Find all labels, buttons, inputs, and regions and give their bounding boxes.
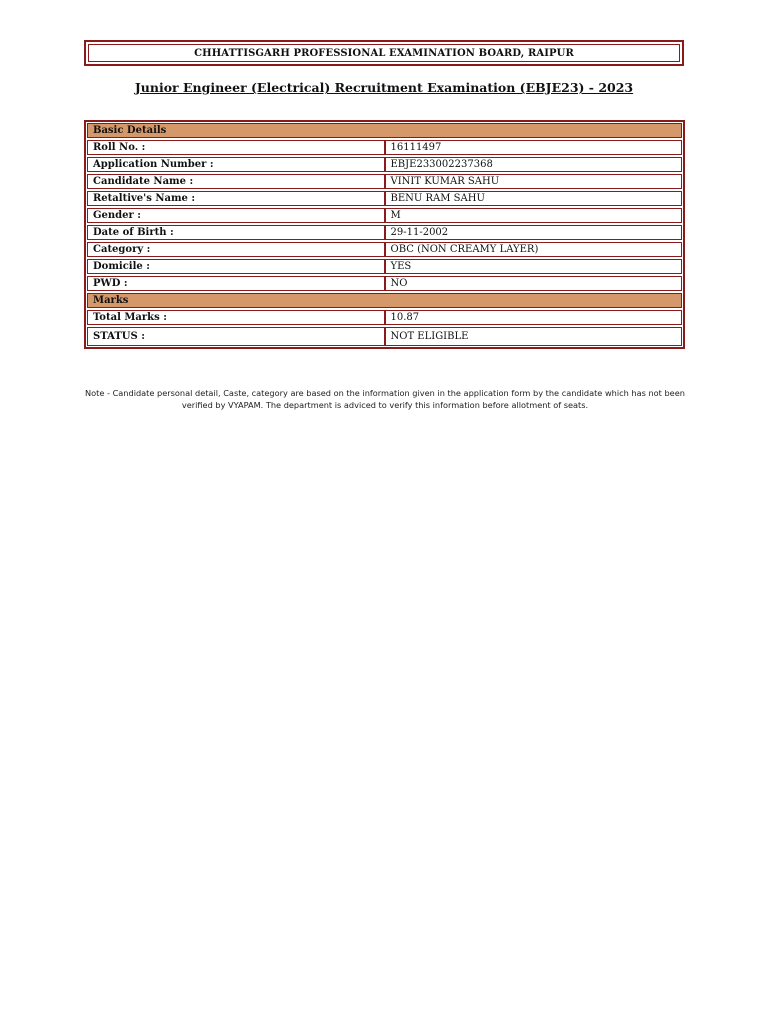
board-name: CHHATTISGARH PROFESSIONAL EXAMINATION BOARD, RAIPUR [88, 44, 680, 62]
table-row [87, 140, 682, 155]
domicile-label: Domicile : [87, 259, 385, 274]
relative-name-label: Retaltive's Name : [87, 191, 385, 206]
roll-no-value: 16111497 [385, 140, 683, 155]
gender-label: Gender : [87, 208, 385, 223]
board-header-box [84, 40, 684, 66]
table-row [87, 157, 682, 172]
date-of-birth-value: 29-11-2002 [385, 225, 683, 240]
table-row [87, 310, 682, 325]
table-row [87, 174, 682, 189]
relative-name-value: BENU RAM SAHU [385, 191, 683, 206]
table-row [87, 276, 682, 291]
category-label: Category : [87, 242, 385, 257]
total-marks-label: Total Marks : [87, 310, 385, 325]
details-table [87, 121, 682, 348]
table-row [87, 225, 682, 240]
gender-value: M [385, 208, 683, 223]
section-row-marks [87, 293, 682, 308]
pwd-value: NO [385, 276, 683, 291]
application-number-label: Application Number : [87, 157, 385, 172]
candidate-name-value: VINIT KUMAR SAHU [385, 174, 683, 189]
pwd-label: PWD : [87, 276, 385, 291]
details-panel [84, 120, 685, 349]
application-number-value: EBJE233002237368 [385, 157, 683, 172]
roll-no-label: Roll No. : [87, 140, 385, 155]
table-row [87, 327, 682, 346]
section-heading-basic-details: Basic Details [87, 123, 682, 138]
table-row [87, 259, 682, 274]
table-row [87, 191, 682, 206]
section-row-basic-details [87, 123, 682, 138]
status-label: STATUS : [87, 327, 385, 346]
category-value: OBC (NON CREAMY LAYER) [385, 242, 683, 257]
disclaimer-note: Note - Candidate personal detail, Caste, category are based on the information given in the application form by the candidate which has not been verified by VYAPAM. The department is adviced to verify this information before allotment of seats. [85, 388, 685, 410]
domicile-value: YES [385, 259, 683, 274]
table-row [87, 208, 682, 223]
table-row [87, 242, 682, 257]
candidate-name-label: Candidate Name : [87, 174, 385, 189]
section-heading-marks: Marks [87, 293, 682, 308]
date-of-birth-label: Date of Birth : [87, 225, 385, 240]
total-marks-value: 10.87 [385, 310, 683, 325]
exam-title: Junior Engineer (Electrical) Recruitment Examination (EBJE23) - 2023 [134, 80, 634, 95]
status-value: NOT ELIGIBLE [385, 327, 683, 346]
